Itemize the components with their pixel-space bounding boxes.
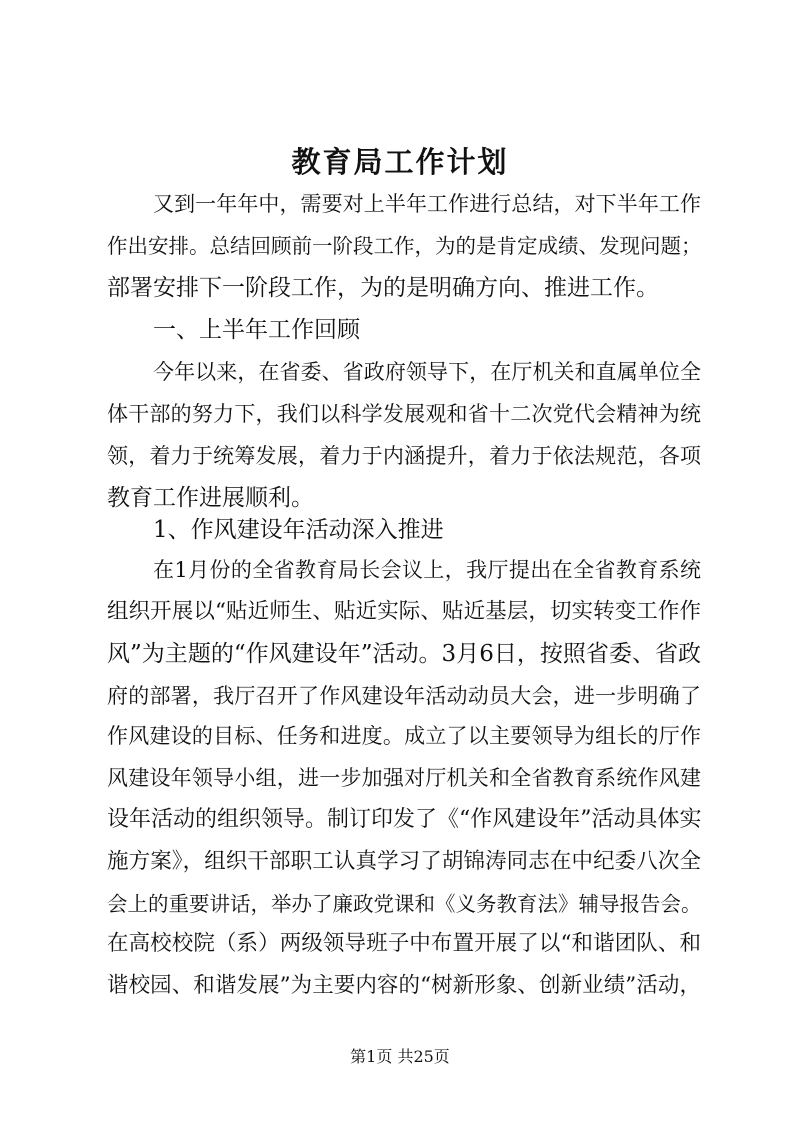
page-footer: 第1页 共25页: [350, 1047, 450, 1066]
paragraph-line: 在高校校院（系）两级领导班子中布置开展了以“和谐团队、和: [107, 931, 701, 956]
paragraph-line: 府的部署，我厅召开了作风建设年活动动员大会，进一步明确了: [107, 684, 701, 708]
section-heading: 一、上半年工作回顾: [153, 317, 360, 343]
paragraph-line: 作风建设的目标、任务和进度。成立了以主要领导为组长的厅作: [107, 724, 701, 748]
paragraph-line: 谐校园、和谐发展”为主要内容的“树新形象、创新业绩”活动，: [107, 973, 701, 998]
paragraph-line: 风”为主题的“作风建设年”活动。3月6日，按照省委、省政: [107, 641, 701, 667]
subsection-heading: 1、作风建设年活动深入推进: [153, 517, 444, 543]
paragraph-line: 施方案》，组织干部职工认真学习了胡锦涛同志在中纪委八次全: [107, 849, 701, 874]
paragraph-line: 会上的重要讲话，举办了廉政党课和《义务教育法》辅导报告会。: [107, 892, 702, 916]
paragraph-line: 在1月份的全省教育局长会议上，我厅提出在全省教育系统: [153, 558, 701, 582]
paragraph-line: 设年活动的组织领导。制订印发了《“作风建设年”活动具体实: [107, 807, 702, 832]
paragraph-line: 作出安排。总结回顾前一阶段工作，为的是肯定成绩、发现问题；: [107, 234, 702, 258]
paragraph-line: 部署安排下一阶段工作，为的是明确方向、推进工作。: [107, 275, 659, 301]
paragraph-line: 又到一年年中，需要对上半年工作进行总结，对下半年工作: [153, 192, 701, 216]
paragraph-line: 今年以来，在省委、省政府领导下，在厅机关和直属单位全: [153, 360, 701, 384]
paragraph-line: 体干部的努力下，我们以科学发展观和省十二次党代会精神为统: [107, 402, 701, 426]
paragraph-line: 组织开展以“贴近师生、贴近实际、贴近基层，切实转变工作作: [107, 599, 701, 624]
paragraph-line: 教育工作进展顺利。: [107, 485, 314, 511]
document-title: 教育局工作计划: [291, 145, 509, 179]
paragraph-line: 风建设年领导小组，进一步加强对厅机关和全省教育系统作风建: [107, 766, 701, 790]
paragraph-line: 领，着力于统筹发展，着力于内涵提升，着力于依法规范，各项: [107, 444, 701, 468]
